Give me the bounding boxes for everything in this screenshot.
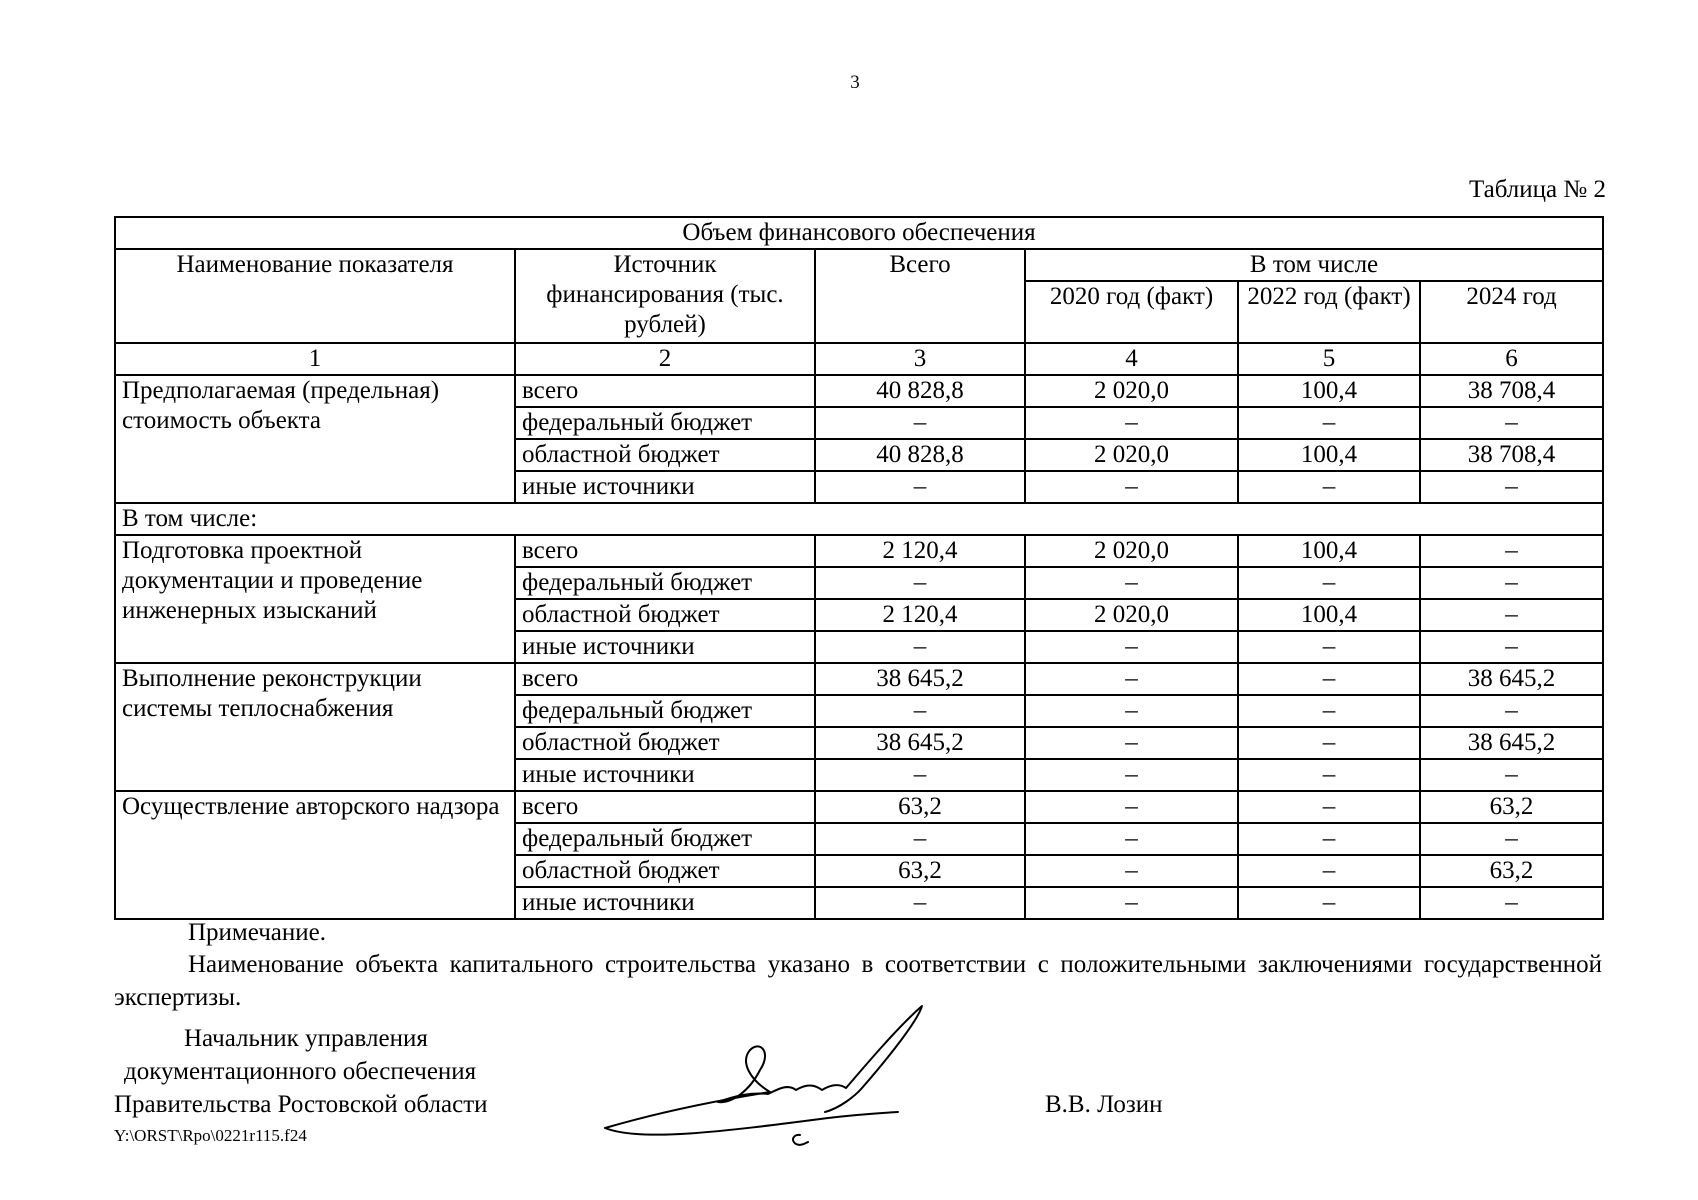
value-2024-cell: –	[1420, 631, 1603, 663]
value-2022-cell: 100,4	[1238, 535, 1420, 567]
value-total-cell: 40 828,8	[815, 439, 1025, 471]
funding-source-cell: областной бюджет	[515, 439, 815, 471]
header-financing-volume: Объем финансового обеспечения	[115, 217, 1603, 249]
value-2022-cell: 100,4	[1238, 375, 1420, 407]
including-row	[115, 503, 1603, 535]
value-2020-cell: 2 020,0	[1025, 535, 1238, 567]
funding-source-cell: федеральный бюджет	[515, 695, 815, 727]
value-2024-cell: –	[1420, 695, 1603, 727]
funding-source-cell: областной бюджет	[515, 599, 815, 631]
value-2024-cell: 38 645,2	[1420, 727, 1603, 759]
value-2020-cell: –	[1025, 791, 1238, 823]
value-2022-cell: 100,4	[1238, 439, 1420, 471]
value-2020-cell: –	[1025, 631, 1238, 663]
table-row	[115, 375, 1603, 407]
column-number-row	[115, 343, 1603, 375]
funding-source-cell: областной бюджет	[515, 855, 815, 887]
value-total-cell: 38 645,2	[815, 663, 1025, 695]
value-2022-cell: –	[1238, 727, 1420, 759]
value-2024-cell: –	[1420, 567, 1603, 599]
funding-source-cell: всего	[515, 663, 815, 695]
value-2022-cell: –	[1238, 823, 1420, 855]
value-2022-cell: –	[1238, 887, 1420, 919]
column-number: 3	[815, 343, 1025, 375]
page-number: 3	[850, 72, 860, 93]
value-2022-cell: –	[1238, 759, 1420, 791]
value-total-cell: 2 120,4	[815, 535, 1025, 567]
value-2020-cell: 2 020,0	[1025, 599, 1238, 631]
funding-source-cell: иные источники	[515, 887, 815, 919]
header-indicator-name: Наименование показателя	[115, 249, 515, 343]
including-label: В том числе:	[115, 503, 1603, 535]
value-total-cell: –	[815, 631, 1025, 663]
value-total-cell: –	[815, 407, 1025, 439]
value-2020-cell: –	[1025, 887, 1238, 919]
note-text: Наименование объекта капитального строительства указано в соответствии с положительными заключениями государственной экспертизы.	[114, 951, 1602, 1011]
value-2024-cell: –	[1420, 535, 1603, 567]
value-2020-cell: 2 020,0	[1025, 439, 1238, 471]
value-2022-cell: –	[1238, 855, 1420, 887]
header-total: Всего	[815, 249, 1025, 343]
header-row-main	[115, 249, 1603, 281]
funding-source-cell: федеральный бюджет	[515, 407, 815, 439]
value-2020-cell: –	[1025, 567, 1238, 599]
value-2024-cell: –	[1420, 759, 1603, 791]
table-row	[115, 791, 1603, 823]
value-2020-cell: –	[1025, 727, 1238, 759]
funding-source-cell: всего	[515, 535, 815, 567]
value-total-cell: –	[815, 887, 1025, 919]
value-2020-cell: –	[1025, 663, 1238, 695]
value-2024-cell: 63,2	[1420, 855, 1603, 887]
signatory-title-line3: Правительства Ростовской области	[114, 1091, 488, 1118]
value-2020-cell: –	[1025, 407, 1238, 439]
header-year-2022: 2022 год (факт)	[1238, 281, 1420, 343]
table-row	[115, 535, 1603, 567]
value-total-cell: –	[815, 695, 1025, 727]
funding-source-cell: федеральный бюджет	[515, 567, 815, 599]
column-number: 5	[1238, 343, 1420, 375]
value-2022-cell: 100,4	[1238, 599, 1420, 631]
value-total-cell: 40 828,8	[815, 375, 1025, 407]
financing-table	[114, 216, 1604, 920]
value-2020-cell: –	[1025, 471, 1238, 503]
funding-source-cell: федеральный бюджет	[515, 823, 815, 855]
note-title: Примечание.	[188, 919, 327, 946]
value-total-cell: 63,2	[815, 855, 1025, 887]
funding-source-cell: иные источники	[515, 631, 815, 663]
value-2024-cell: 38 708,4	[1420, 375, 1603, 407]
group-heating-reconstruction-name: Выполнение реконструкции системы теплоснабжения	[115, 663, 515, 791]
value-2024-cell: –	[1420, 823, 1603, 855]
value-2022-cell: –	[1238, 471, 1420, 503]
column-number: 4	[1025, 343, 1238, 375]
value-total-cell: 2 120,4	[815, 599, 1025, 631]
value-2022-cell: –	[1238, 407, 1420, 439]
header-funding-source: Источник финансирования (тыс. рублей)	[515, 249, 815, 343]
value-2022-cell: –	[1238, 791, 1420, 823]
handwritten-signature	[600, 1000, 930, 1150]
funding-source-cell: всего	[515, 791, 815, 823]
value-total-cell: 38 645,2	[815, 727, 1025, 759]
signatory-title-line2: документационного обеспечения	[124, 1058, 477, 1085]
header-row-top	[115, 217, 1603, 249]
value-2024-cell: –	[1420, 599, 1603, 631]
value-2022-cell: –	[1238, 695, 1420, 727]
group-author-supervision-name: Осуществление авторского надзора	[115, 791, 515, 919]
group-design-documentation-name: Подготовка проектной документации и проведение инженерных изысканий	[115, 535, 515, 663]
file-path: Y:\ORST\Rpo\0221r115.f24	[114, 1126, 307, 1145]
value-total-cell: –	[815, 471, 1025, 503]
header-year-2024: 2024 год	[1420, 281, 1603, 343]
funding-source-cell: иные источники	[515, 471, 815, 503]
group-estimated-cost-name: Предполагаемая (предельная) стоимость объекта	[115, 375, 515, 503]
value-2024-cell: 38 708,4	[1420, 439, 1603, 471]
funding-source-cell: иные источники	[515, 759, 815, 791]
value-2024-cell: –	[1420, 407, 1603, 439]
value-total-cell: 63,2	[815, 791, 1025, 823]
value-2024-cell: –	[1420, 887, 1603, 919]
value-total-cell: –	[815, 759, 1025, 791]
signatory-title-line1: Начальник управления	[184, 1025, 428, 1052]
header-including: В том числе	[1025, 249, 1603, 281]
value-total-cell: –	[815, 567, 1025, 599]
header-year-2020: 2020 год (факт)	[1025, 281, 1238, 343]
table-caption: Таблица № 2	[1468, 176, 1606, 203]
value-2022-cell: –	[1238, 663, 1420, 695]
value-2022-cell: –	[1238, 631, 1420, 663]
value-2024-cell: 63,2	[1420, 791, 1603, 823]
column-number: 1	[115, 343, 515, 375]
column-number: 2	[515, 343, 815, 375]
value-2020-cell: –	[1025, 823, 1238, 855]
value-2020-cell: 2 020,0	[1025, 375, 1238, 407]
funding-source-cell: областной бюджет	[515, 727, 815, 759]
value-2020-cell: –	[1025, 855, 1238, 887]
signer-name: В.В. Лозин	[1045, 1091, 1163, 1118]
column-number: 6	[1420, 343, 1603, 375]
value-2020-cell: –	[1025, 759, 1238, 791]
value-2024-cell: 38 645,2	[1420, 663, 1603, 695]
value-total-cell: –	[815, 823, 1025, 855]
funding-source-cell: всего	[515, 375, 815, 407]
value-2022-cell: –	[1238, 567, 1420, 599]
value-2024-cell: –	[1420, 471, 1603, 503]
value-2020-cell: –	[1025, 695, 1238, 727]
table-row	[115, 663, 1603, 695]
